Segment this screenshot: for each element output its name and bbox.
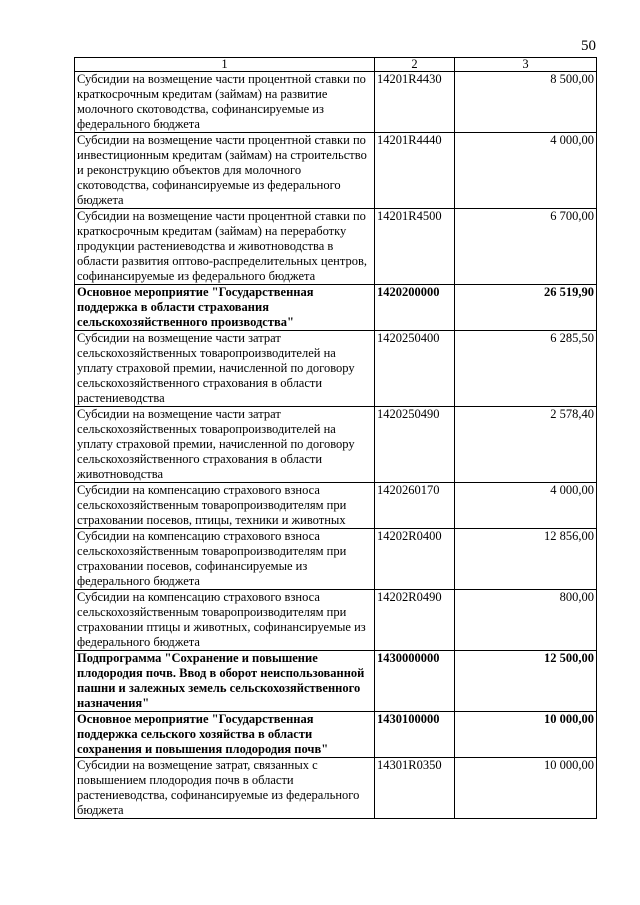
- row-code: 1420250400: [375, 331, 455, 407]
- table-header-row: [75, 58, 597, 72]
- table-row: [75, 285, 597, 331]
- row-amount: 8 500,00: [455, 72, 597, 133]
- row-code: 14202R0400: [375, 529, 455, 590]
- row-amount: 800,00: [455, 590, 597, 651]
- table-row: [75, 712, 597, 758]
- page-number: 50: [581, 38, 596, 54]
- row-amount: 26 519,90: [455, 285, 597, 331]
- row-amount: 6 285,50: [455, 331, 597, 407]
- row-code: 14202R0490: [375, 590, 455, 651]
- row-name: Субсидии на возмещение части затрат сельскохозяйственных товаропроизводителей на уплату страховой премии, начисленной по договору сельскохозяйственного страхования в области животноводства: [75, 407, 375, 483]
- row-name: Субсидии на возмещение затрат, связанных с повышением плодородия почв в области растениеводства, софинансируемые из федерального бюджета: [75, 758, 375, 819]
- row-name: Субсидии на возмещение части процентной ставки по краткосрочным кредитам (займам) на развитие молочного скотоводства, софинансируемые из федерального бюджета: [75, 72, 375, 133]
- row-name: Подпрограмма "Сохранение и повышение плодородия почв. Ввод в оборот неиспользованной пашни и залежных земель сельскохозяйственного назначения": [75, 651, 375, 712]
- row-code: 14201R4430: [375, 72, 455, 133]
- table-row: [75, 331, 597, 407]
- table-row: [75, 72, 597, 133]
- table-row: [75, 407, 597, 483]
- row-amount: 6 700,00: [455, 209, 597, 285]
- row-code: 1420250490: [375, 407, 455, 483]
- table-row: [75, 651, 597, 712]
- row-amount: 10 000,00: [455, 712, 597, 758]
- column-header-3: 3: [455, 58, 597, 72]
- row-amount: 12 856,00: [455, 529, 597, 590]
- table-row: [75, 209, 597, 285]
- row-code: 1430100000: [375, 712, 455, 758]
- row-amount: 10 000,00: [455, 758, 597, 819]
- row-name: Субсидии на компенсацию страхового взноса сельскохозяйственным товаропроизводителям при страховании посевов, софинансируемые из федерального бюджета: [75, 529, 375, 590]
- row-code: 1430000000: [375, 651, 455, 712]
- budget-table: [74, 57, 597, 819]
- row-amount: 4 000,00: [455, 483, 597, 529]
- row-code: 1420260170: [375, 483, 455, 529]
- row-amount: 4 000,00: [455, 133, 597, 209]
- row-name: Субсидии на возмещение части процентной ставки по инвестиционным кредитам (займам) на строительство и реконструкцию объектов для молочного скотоводства, софинансируемые из федерального бюджета: [75, 133, 375, 209]
- row-name: Субсидии на возмещение части затрат сельскохозяйственных товаропроизводителей на уплату страховой премии, начисленной по договору сельскохозяйственного страхования в области растениеводства: [75, 331, 375, 407]
- row-amount: 12 500,00: [455, 651, 597, 712]
- column-header-1: 1: [75, 58, 375, 72]
- row-name: Основное мероприятие "Государственная поддержка сельского хозяйства в области сохранения и повышения плодородия почв": [75, 712, 375, 758]
- table-row: [75, 529, 597, 590]
- table-row: [75, 590, 597, 651]
- column-header-2: 2: [375, 58, 455, 72]
- row-code: 14201R4500: [375, 209, 455, 285]
- row-code: 14301R0350: [375, 758, 455, 819]
- table-row: [75, 758, 597, 819]
- row-name: Субсидии на компенсацию страхового взноса сельскохозяйственным товаропроизводителям при страховании птицы и животных, софинансируемые из федерального бюджета: [75, 590, 375, 651]
- row-code: 14201R4440: [375, 133, 455, 209]
- row-name: Основное мероприятие "Государственная поддержка в области страхования сельскохозяйственного производства": [75, 285, 375, 331]
- row-amount: 2 578,40: [455, 407, 597, 483]
- table-row: [75, 133, 597, 209]
- row-name: Субсидии на компенсацию страхового взноса сельскохозяйственным товаропроизводителям при страховании посевов, птицы, техники и животных: [75, 483, 375, 529]
- row-code: 1420200000: [375, 285, 455, 331]
- table-row: [75, 483, 597, 529]
- row-name: Субсидии на возмещение части процентной ставки по краткосрочным кредитам (займам) на переработку продукции растениеводства и животноводства в области развития оптово-распределительных центров, софинансируемые из федерального бюджета: [75, 209, 375, 285]
